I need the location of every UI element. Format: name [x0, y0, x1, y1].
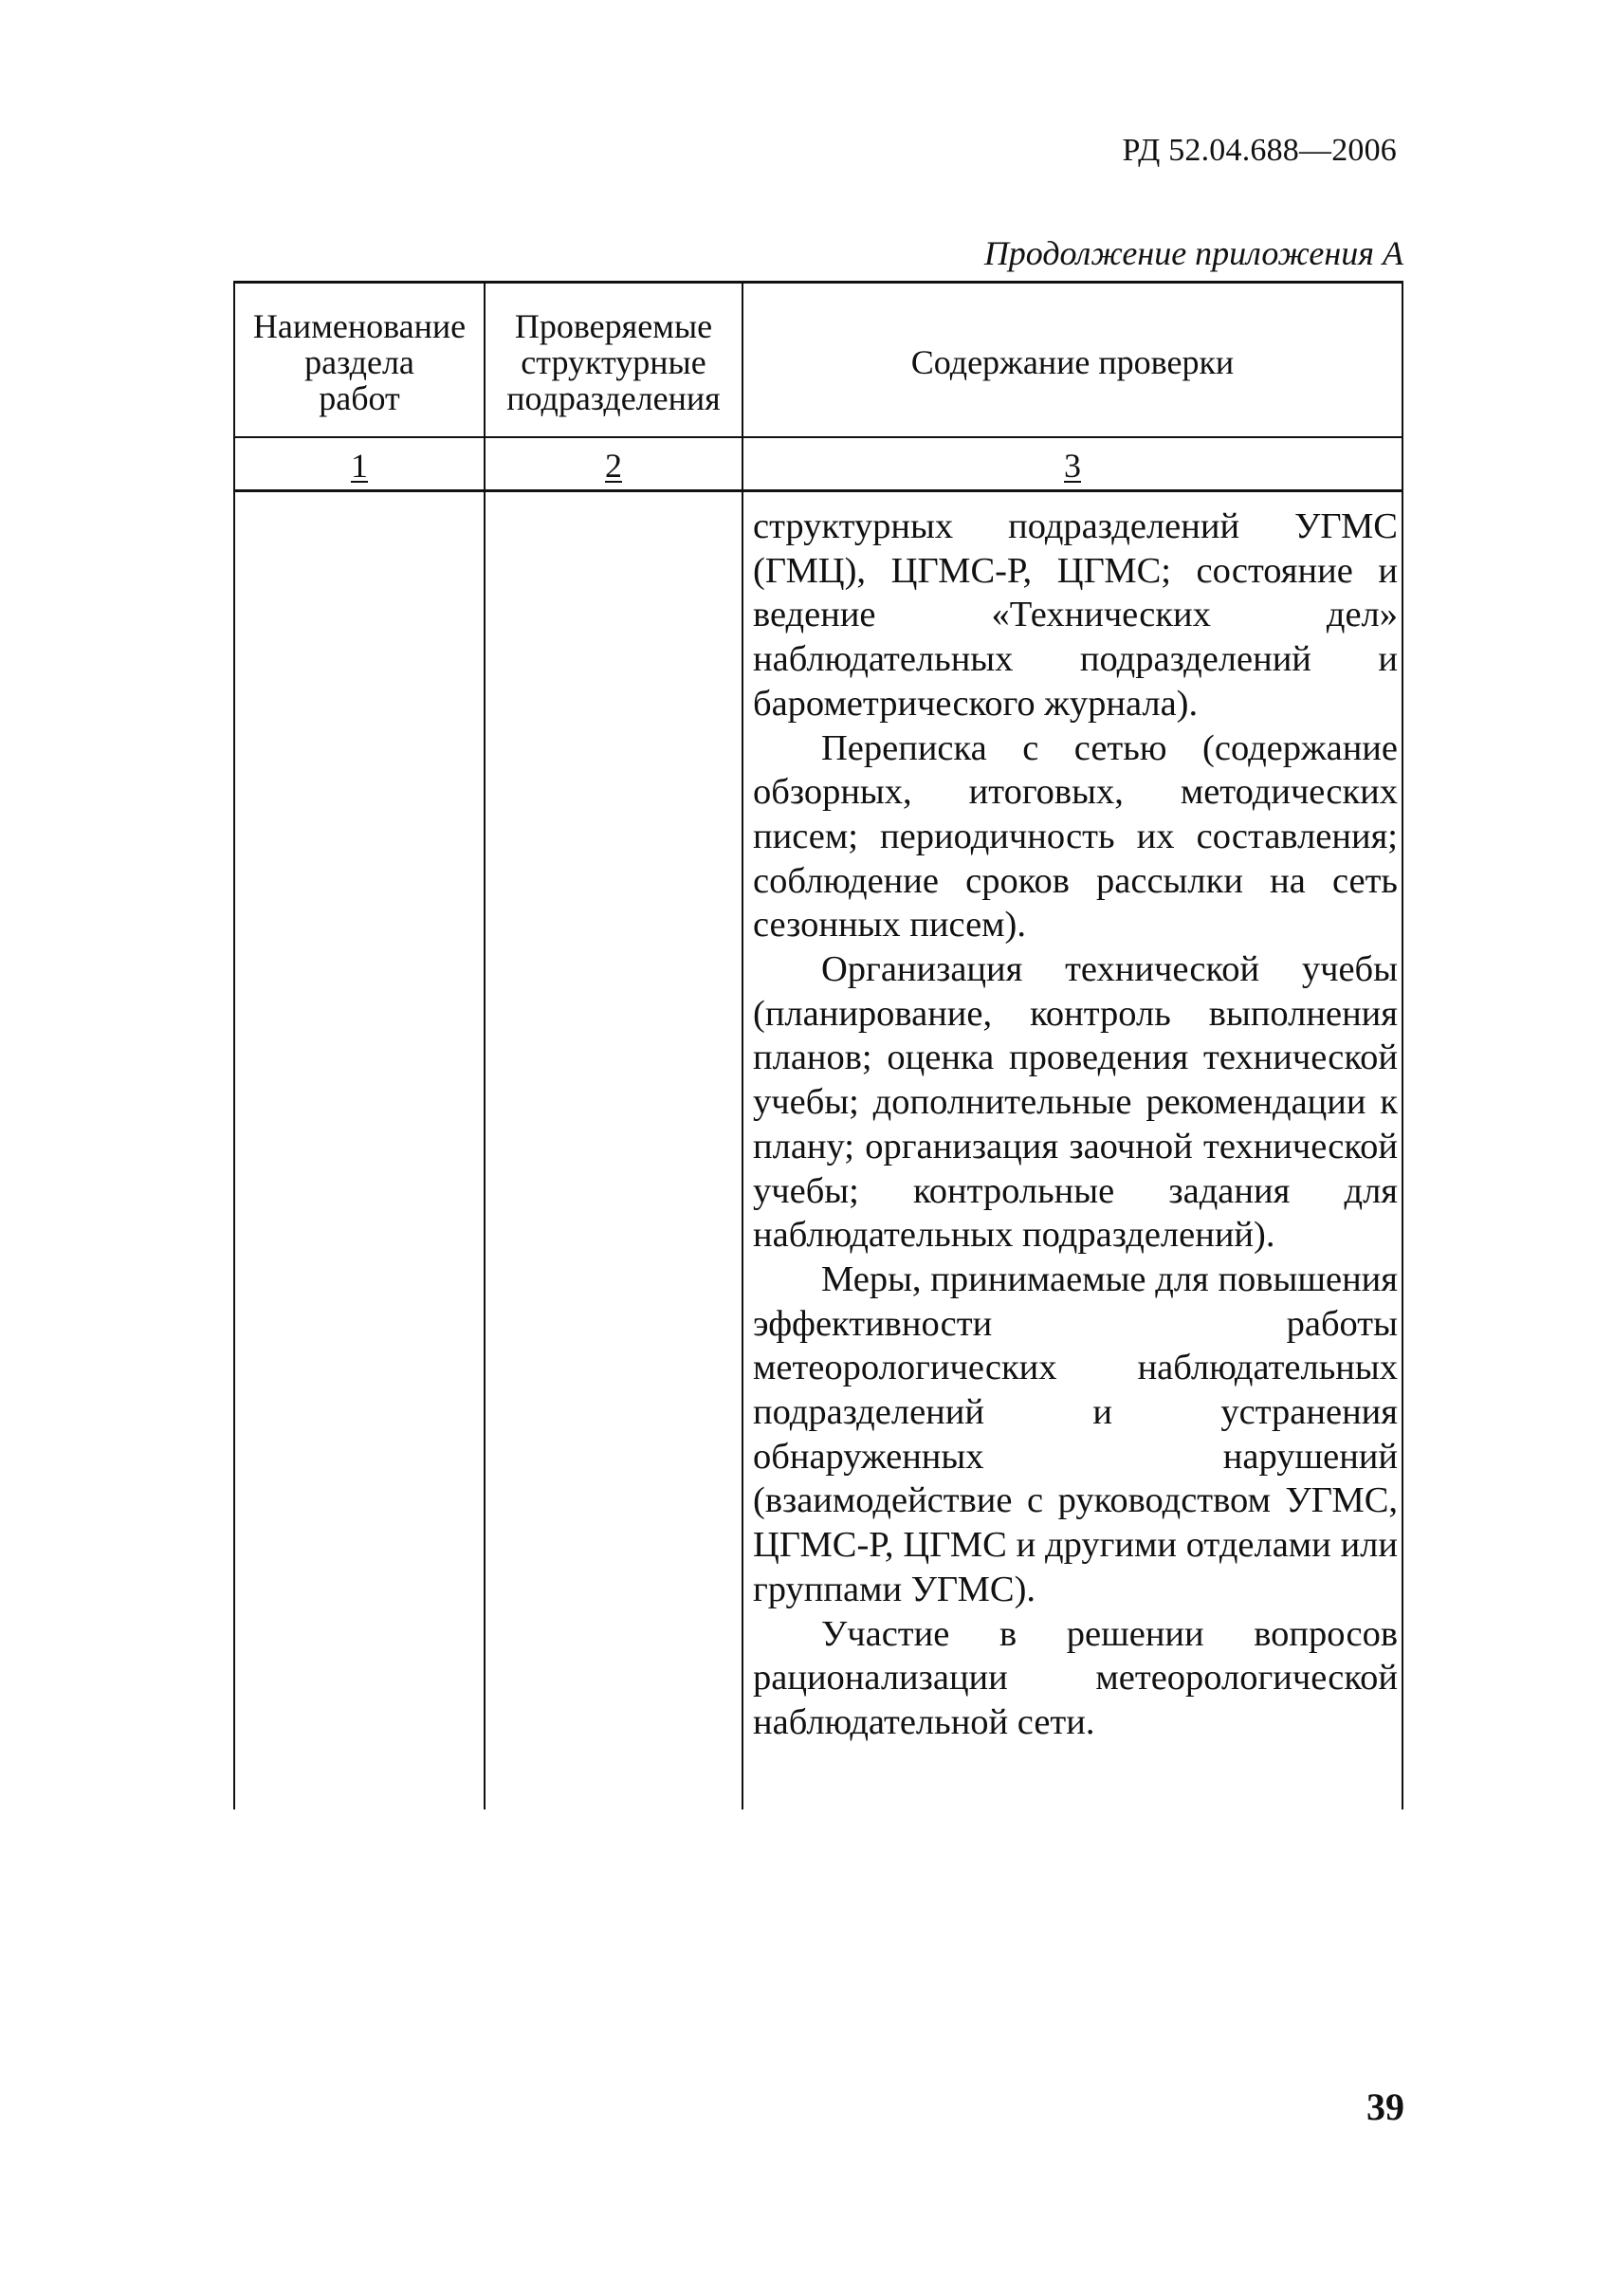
content-paragraph: Меры, принимаемые для повышения эффективности работы метеорологических наблюдательных подразделений и устранения обнаруженных нарушений (взаимодействие с руководством УГМС, ЦГМС-Р, ЦГМС и другими отделами или группами УГМС).	[753, 1258, 1398, 1609]
table-top-border	[233, 281, 1403, 284]
header-line: раздела	[304, 343, 414, 381]
header-bottom-border	[233, 436, 1403, 438]
content-paragraph: структурных подразделений УГМС (ГМЦ), ЦГМС-Р, ЦГМС; состояние и ведение «Технических дел» наблюдательных подразделений и барометрического журнала).	[753, 506, 1398, 724]
header-line: структурные	[521, 343, 706, 381]
table-right-border	[1402, 281, 1403, 1809]
header-line: Содержание проверки	[910, 343, 1235, 381]
column-divider-2	[742, 281, 743, 1809]
header-cell-check-content	[743, 288, 1402, 436]
header-cell-section-name	[235, 288, 484, 436]
appendix-table	[233, 281, 1403, 1809]
content-paragraph: Организация технической учебы (планирование, контроль выполнения планов; оценка проведения технической учебы; дополнительные рекомендации к плану; организация заочной технической учебы; контрольные задания для наблюдательных подразделений).	[753, 949, 1398, 1256]
table-left-border	[233, 281, 235, 1809]
document-code: РД 52.04.688—2006	[1122, 133, 1397, 168]
header-line: Наименование	[252, 307, 467, 345]
content-paragraph: Участие в решении вопросов рационализации метеорологической наблюдательной сети.	[753, 1613, 1398, 1742]
column-number-3: 3	[1064, 447, 1081, 485]
check-content-cell	[753, 505, 1398, 1745]
content-paragraph: Переписка с сетью (содержание обзорных, итоговых, методических писем; периодичность их составления; соблюдение сроков рассылки на сеть сезонных писем).	[753, 727, 1398, 946]
column-divider-1	[484, 281, 486, 1809]
page-number: 39	[1366, 2085, 1404, 2128]
header-line: Проверяемые	[514, 307, 713, 345]
number-row-bottom-border	[233, 489, 1403, 492]
header-cell-checked-units	[486, 288, 742, 436]
header-line: подразделения	[506, 379, 721, 417]
column-number-1: 1	[351, 447, 368, 485]
continuation-caption: Продолжение приложения А	[983, 234, 1403, 272]
header-line: работ	[319, 379, 400, 417]
column-number-2: 2	[605, 447, 622, 485]
